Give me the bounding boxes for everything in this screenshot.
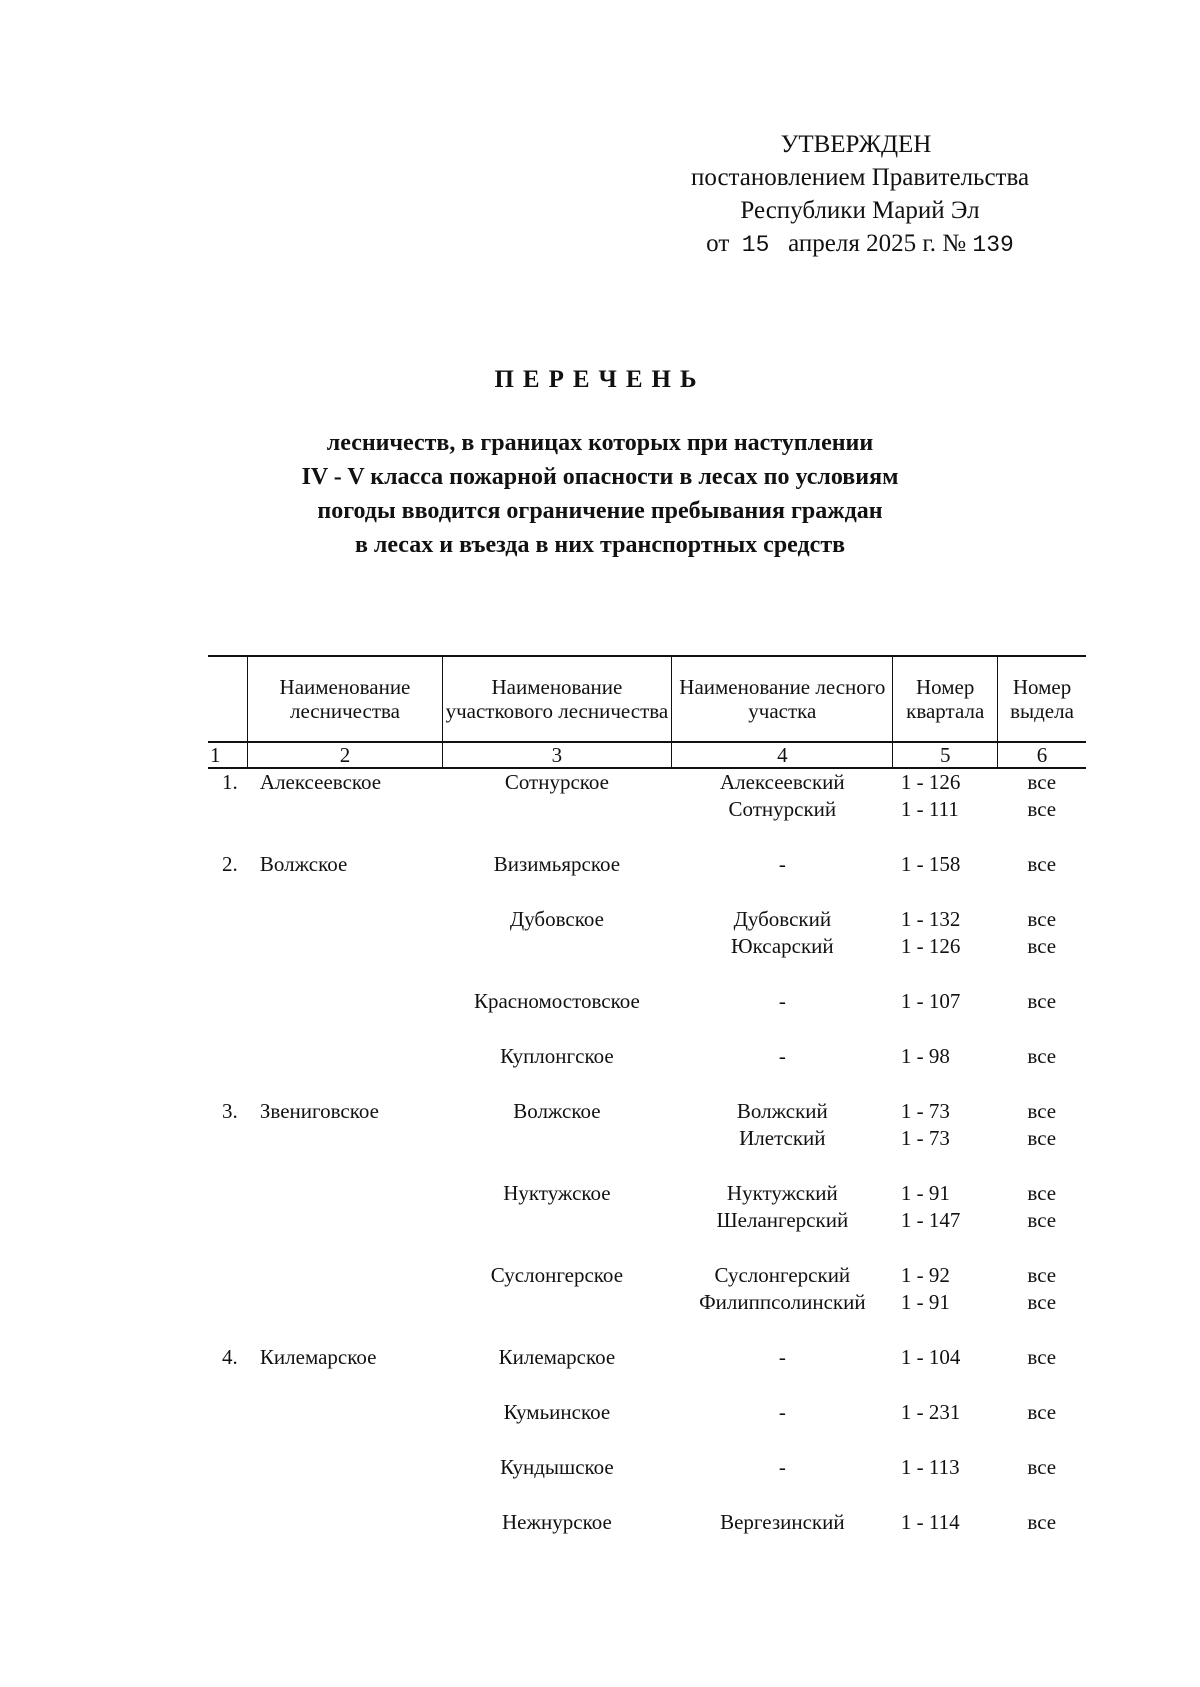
table-spacer-row — [208, 1316, 1086, 1344]
forest-plot-cell: Волжский — [736, 1099, 828, 1123]
forest-plot-cell: Филиппсолинский — [699, 1290, 866, 1314]
forestry-table — [208, 655, 1086, 1536]
quarter-number-cell: 1 - 126 — [900, 934, 961, 958]
forestry-name-cell — [248, 1399, 442, 1426]
forestry-name-cell: Килемарское — [259, 1345, 377, 1369]
header-cell-district: Наименование участкового лесничества — [442, 656, 672, 742]
row-number-cell — [208, 1454, 248, 1481]
approval-line-2: постановлением Правительства — [690, 164, 1030, 191]
date-day: 15 — [741, 232, 770, 258]
table-spacer-row — [208, 823, 1086, 851]
district-forestry-cell — [442, 1207, 672, 1234]
date-middle: апреля 2025 г. № — [788, 230, 967, 257]
spacer-cell — [208, 1426, 1086, 1454]
district-forestry-cell — [442, 796, 672, 823]
table-row — [208, 1289, 1086, 1316]
row-number-cell — [208, 933, 248, 960]
quarter-number-cell: 1 - 111 — [900, 797, 959, 821]
table-spacer-row — [208, 1234, 1086, 1262]
table-row — [208, 851, 1086, 878]
forestry-name-cell — [248, 906, 442, 933]
table-row — [208, 1399, 1086, 1426]
quarter-number-cell: 1 - 91 — [900, 1290, 950, 1314]
row-number-cell — [208, 988, 248, 1015]
quarter-number-cell: 1 - 132 — [900, 907, 961, 931]
row-number-cell: 2. — [222, 852, 238, 876]
row-number-cell — [208, 1043, 248, 1070]
subtitle-line: погоды вводится ограничение пребывания граждан — [317, 498, 883, 524]
section-number-cell: все — [1027, 1345, 1057, 1369]
table-row — [208, 933, 1086, 960]
section-number-cell: все — [1027, 1510, 1057, 1534]
section-number-cell: все — [1027, 1208, 1057, 1232]
spacer-cell — [208, 960, 1086, 988]
district-forestry-cell: Суслонгерское — [490, 1263, 624, 1287]
quarter-number-cell: 1 - 73 — [900, 1099, 950, 1123]
table-spacer-row — [208, 878, 1086, 906]
row-number-cell: 3. — [222, 1099, 238, 1123]
forestry-name-cell: Алексеевское — [259, 770, 382, 794]
spacer-cell — [208, 1234, 1086, 1262]
district-forestry-cell: Волжское — [513, 1099, 601, 1123]
district-forestry-cell — [442, 1125, 672, 1152]
section-number-cell: все — [1027, 1044, 1057, 1068]
section-number-cell: все — [1027, 1181, 1057, 1205]
forest-plot-cell: Юксарский — [731, 934, 834, 958]
forest-plot-cell: Дубовский — [733, 907, 832, 931]
column-number: 4 — [672, 742, 893, 768]
forestry-name-cell — [248, 988, 442, 1015]
forest-plot-cell: Сотнурский — [728, 797, 837, 821]
district-forestry-cell: Куплонгское — [500, 1044, 614, 1068]
section-number-cell: все — [1027, 770, 1057, 794]
table-row — [208, 1207, 1086, 1234]
forestry-name-cell — [248, 1043, 442, 1070]
section-number-cell: все — [1027, 1263, 1057, 1287]
forest-plot-cell: Илетский — [739, 1126, 826, 1150]
section-number-cell: все — [1027, 797, 1057, 821]
forestry-name-cell — [248, 1125, 442, 1152]
section-number-cell: все — [1027, 989, 1057, 1013]
forest-plot-cell: Суслонгерский — [714, 1263, 851, 1287]
quarter-number-cell: 1 - 231 — [900, 1400, 961, 1424]
approval-line-3: Республики Марий Эл — [740, 197, 980, 224]
forestry-name-cell: Звениговское — [259, 1099, 379, 1123]
column-number: 2 — [248, 742, 442, 768]
forest-plot-cell: Шелангерский — [716, 1208, 849, 1232]
table-row — [208, 768, 1086, 796]
district-forestry-cell: Нежнурское — [502, 1510, 612, 1534]
table-row — [208, 1509, 1086, 1536]
table-spacer-row — [208, 1481, 1086, 1509]
row-number-cell — [208, 1509, 248, 1536]
subtitle-line: IV - V класса пожарной опасности в лесах по условиям — [301, 464, 899, 490]
row-number-cell: 4. — [222, 1345, 238, 1369]
table-spacer-row — [208, 1371, 1086, 1399]
section-number-cell: все — [1027, 1290, 1057, 1314]
subtitle-line: лесничеств, в границах которых при наступлении — [326, 430, 874, 456]
quarter-number-cell: 1 - 114 — [900, 1510, 960, 1534]
document-number: 139 — [972, 232, 1014, 258]
district-forestry-cell: Визимьярское — [493, 852, 621, 876]
forest-plot-cell: - — [778, 989, 786, 1013]
forestry-name-cell — [248, 796, 442, 823]
forest-plot-cell: Алексеевский — [720, 770, 845, 794]
district-forestry-cell: Дубовское — [509, 907, 604, 931]
table-row — [208, 1125, 1086, 1152]
forest-plot-cell: - — [778, 1400, 786, 1424]
forestry-name-cell — [248, 1509, 442, 1536]
table-row — [208, 1043, 1086, 1070]
spacer-cell — [208, 1371, 1086, 1399]
quarter-number-cell: 1 - 113 — [900, 1455, 960, 1479]
district-forestry-cell: Красномостовское — [473, 989, 640, 1013]
table-header-row — [208, 656, 1086, 742]
forestry-name-cell — [248, 1289, 442, 1316]
forestry-name-cell — [248, 1180, 442, 1207]
forest-plot-cell: - — [778, 1345, 786, 1369]
district-forestry-cell: Кундышское — [500, 1455, 614, 1479]
row-number-cell: 1. — [222, 770, 238, 794]
row-number-cell — [208, 1125, 248, 1152]
column-number: 5 — [893, 742, 998, 768]
table-column-numbers-row — [208, 742, 1086, 768]
document-title: ПЕРЕЧЕНЬ — [494, 366, 706, 393]
column-number: 3 — [442, 742, 672, 768]
spacer-cell — [208, 1015, 1086, 1043]
approval-stamp — [640, 128, 1080, 262]
table-body — [208, 768, 1086, 1536]
district-forestry-cell: Сотнурское — [504, 770, 609, 794]
quarter-number-cell: 1 - 91 — [900, 1181, 950, 1205]
table-row — [208, 1344, 1086, 1371]
header-cell-section: Номер выдела — [998, 656, 1086, 742]
spacer-cell — [208, 1070, 1086, 1098]
table-row — [208, 1180, 1086, 1207]
forestry-name-cell — [248, 1454, 442, 1481]
quarter-number-cell: 1 - 107 — [900, 989, 961, 1013]
row-number-cell — [208, 906, 248, 933]
quarter-number-cell: 1 - 98 — [900, 1044, 950, 1068]
quarter-number-cell: 1 - 158 — [900, 852, 961, 876]
column-number: 6 — [998, 742, 1086, 768]
row-number-cell — [208, 1262, 248, 1289]
quarter-number-cell: 1 - 92 — [900, 1263, 950, 1287]
forestry-name-cell — [248, 933, 442, 960]
table-spacer-row — [208, 1426, 1086, 1454]
quarter-number-cell: 1 - 73 — [900, 1126, 950, 1150]
forestry-name-cell — [248, 1207, 442, 1234]
approval-date-line — [640, 227, 1080, 262]
section-number-cell: все — [1027, 1400, 1057, 1424]
section-number-cell: все — [1027, 852, 1057, 876]
district-forestry-cell: Кумьинское — [503, 1400, 611, 1424]
header-cell-quarter: Номер квартала — [893, 656, 998, 742]
forest-plot-cell: - — [778, 1044, 786, 1068]
document-subtitle — [200, 426, 1000, 562]
quarter-number-cell: 1 - 126 — [900, 770, 961, 794]
table-row — [208, 1454, 1086, 1481]
spacer-cell — [208, 1481, 1086, 1509]
row-number-cell — [208, 1180, 248, 1207]
forest-plot-cell: Нуктужский — [726, 1181, 838, 1205]
quarter-number-cell: 1 - 104 — [900, 1345, 961, 1369]
row-number-cell — [208, 1289, 248, 1316]
date-prefix: от — [706, 230, 730, 257]
column-number: 1 — [208, 742, 248, 768]
section-number-cell: все — [1027, 934, 1057, 958]
forestry-name-cell — [248, 1262, 442, 1289]
district-forestry-cell: Килемарское — [498, 1345, 616, 1369]
row-number-cell — [208, 1207, 248, 1234]
table-row — [208, 1098, 1086, 1125]
district-forestry-cell — [442, 1289, 672, 1316]
header-cell-number — [208, 656, 248, 742]
forestry-table-container — [208, 655, 1086, 1536]
table-spacer-row — [208, 1070, 1086, 1098]
row-number-cell — [208, 1399, 248, 1426]
table-row — [208, 906, 1086, 933]
district-forestry-cell: Нуктужское — [503, 1181, 611, 1205]
table-spacer-row — [208, 960, 1086, 988]
section-number-cell: все — [1027, 907, 1057, 931]
spacer-cell — [208, 878, 1086, 906]
section-number-cell: все — [1027, 1126, 1057, 1150]
table-spacer-row — [208, 1152, 1086, 1180]
spacer-cell — [208, 823, 1086, 851]
approval-title: УТВЕРЖДЕН — [780, 131, 932, 158]
district-forestry-cell — [442, 933, 672, 960]
table-row — [208, 1262, 1086, 1289]
header-cell-forestry: Наименование лесничества — [248, 656, 442, 742]
subtitle-line: в лесах и въезда в них транспортных средств — [354, 532, 846, 558]
forest-plot-cell: Вергезинский — [720, 1510, 845, 1534]
spacer-cell — [208, 1152, 1086, 1180]
section-number-cell: все — [1027, 1455, 1057, 1479]
forestry-name-cell: Волжское — [259, 852, 348, 876]
table-spacer-row — [208, 1015, 1086, 1043]
quarter-number-cell: 1 - 147 — [900, 1208, 961, 1232]
header-cell-plot: Наименование лесного участка — [672, 656, 893, 742]
forest-plot-cell: - — [778, 1455, 786, 1479]
table-row — [208, 988, 1086, 1015]
row-number-cell — [208, 796, 248, 823]
spacer-cell — [208, 1316, 1086, 1344]
table-row — [208, 796, 1086, 823]
section-number-cell: все — [1027, 1099, 1057, 1123]
forest-plot-cell: - — [778, 852, 786, 876]
